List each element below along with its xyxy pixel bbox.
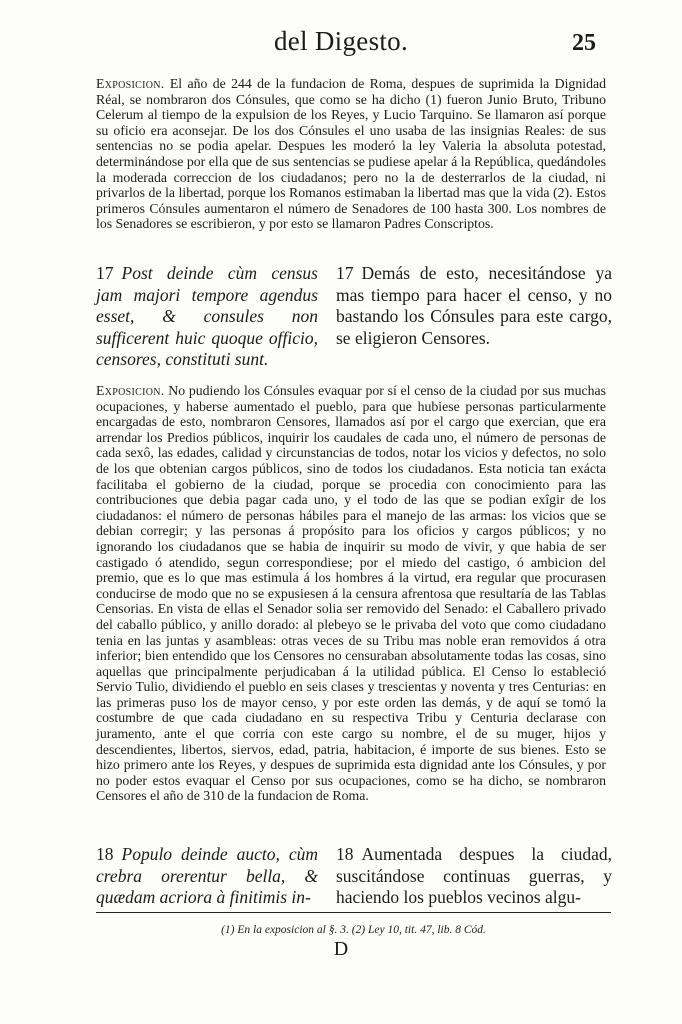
exposition-paragraph-2 — [96, 383, 606, 804]
exposition-label: Exposicion. — [96, 76, 165, 91]
section-number: 18 — [96, 844, 114, 864]
spanish-text: Demás de esto, necesitándose ya mas tiempo para hacer el censo, y no bastando los Cónsules para este cargo, se eligieron Censores. — [336, 263, 612, 348]
footnote: (1) En la exposicion al §. 3. (2) Ley 10, tit. 47, lib. 8 Cód. — [221, 924, 486, 936]
page-number: 25 — [572, 30, 596, 56]
footnote-rule — [96, 912, 611, 913]
section-number: 17 — [336, 263, 354, 283]
spanish-column — [336, 263, 612, 349]
section-number: 17 — [96, 263, 114, 283]
latin-column — [96, 263, 318, 371]
signature-mark: D — [333, 938, 349, 960]
spanish-column — [336, 844, 612, 909]
page-header — [0, 26, 682, 66]
section-17 — [96, 263, 616, 368]
section-18 — [96, 844, 616, 910]
section-number: 18 — [336, 844, 354, 864]
latin-column — [96, 844, 318, 909]
running-title: del Digesto. — [273, 26, 409, 56]
exposition-label: Exposicion. — [96, 383, 165, 398]
latin-text: Populo deinde aucto, cùm crebra orerentur bella, & quædam acriora à finitimis in- — [96, 844, 318, 907]
exposition-text: El año de 244 de la fundacion de Roma, despues de suprimida la Dignidad Réal, se nombraron dos Cónsules, que como se ha dicho (1) fueron Junio Bruto, Tribuno Celerum al tiempo de la expulsion de los Reyes, y Lucio Tarquino. Se llamaron así porque su oficio era aconsejar. De los dos Cónsules el uno usaba de las insignias Reales: de sus sentencias no se podia apelar. Despues les moderó la ley Valeria la absoluta potestad, determinándose por ella que de sus sentencias se pudiese apelar á la República, quedándoles la moderada correccion de los ciudadanos; pero no la de desterrarlos de la ciudad, ni privarlos de la libertad, porque los Romanos estimaban la libertad mas que la vida (2). Estos primeros Cónsules aumentaron el número de Senadores de 100 hasta 300. Los nombres de los Senadores se escribieron, y por esto se llamaron Padres Conscriptos. — [96, 76, 606, 232]
spanish-text: Aumentada despues la ciudad, suscitándose continuas guerras, y haciendo los pueblos vecinos algu- — [336, 844, 612, 907]
exposition-paragraph-1 — [96, 76, 606, 232]
latin-text: Post deinde cùm census jam majori tempore agendus esset, & consules non sufficerent huic quoque officio, censores, constituti sunt. — [96, 263, 318, 369]
exposition-text: No pudiendo los Cónsules evaquar por sí el censo de la ciudad por sus muchas ocupaciones, y haberse aumentado el pueblo, para que hubiese personas particularmente encargadas de esto, nombraron Censores, llamados así por el cargo que exercian, que era arrendar los Predios públicos, inquirir los caudales de cada uno, el número de personas de cada sexô, las edades, calidad y circunstancias de todos, notar los vicios y defectos, no solo de los que obtenian cargos públicos, sino de todos los ciudadanos. Esta noticia tan exácta facilitaba el gobierno de la ciudad, porque se procedia con conocimiento para las contribuciones que debia pagar cada uno, y el todo de las que se podian exîgir de los ciudadanos: el número de personas hábiles para el manejo de las armas: los vicios que se debian corregir; y las personas á propósito para los oficios y cargos públicos; y no ignorando los ciudadanos que se habia de inquirir su modo de vivir, y que habia de ser castigado ó atendido, segun correspondiese; por el miedo del castigo, ó ambicion del premio, que es lo que mas estimula á los hombres á la virtud, era regular que procurasen conducirse de modo que no se expusiesen á la censura afrentosa que resultaría de las Tablas Censorias. En vista de ellas el Senador solia ser removido del Senado: el Caballero privado del caballo público, y anillo dorado: al plebeyo se le privaba del voto que como ciudadano tenia en las juntas y asambleas: otras veces de su Tribu mas noble eran removidos á otra inferior; bien entendido que los Censores no censuraban absolutamente todas las cosas, sino aquellas que principalmente perjudicaban á la utilidad pública. El Censo lo estableció Servio Tulio, dividiendo el pueblo en seis clases y trescientas y noventa y tres Centurias: en las primeras puso los de mayor censo, y por este orden las demás, y de aquí se tomó la costumbre de que cada ciudadano en su respectiva Tribu y Centuria declarase con juramento, ante el que corria con este cargo su nombre, el de su muger, hijos y descendientes, libertos, siervos, edad, patria, habitacion, é importe de sus bienes. Esto se hizo primero ante los Reyes, y despues de suprimida esta dignidad ante los Cónsules, y por no poder estos evaquar el Censo por sus ocupaciones, como se ha dicho, se nombraron Censores el año de 310 de la fundacion de Roma. — [96, 383, 606, 804]
